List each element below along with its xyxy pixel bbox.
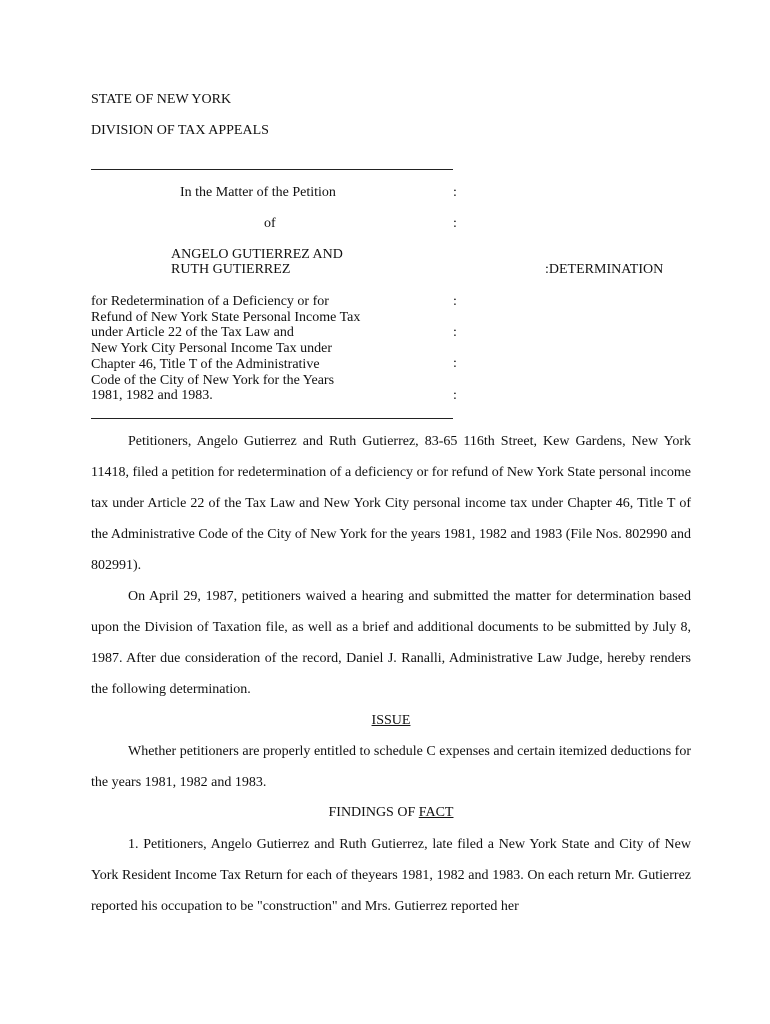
caption-purpose-line: Chapter 46, Title T of the Administrative	[91, 356, 320, 372]
finding-1-paragraph	[91, 829, 691, 922]
paragraph-text: Whether petitioners are properly entitled to schedule C expenses and certain itemized deductions for the years 1981, 1982 and 1983.	[91, 744, 691, 790]
paragraph-text: On April 29, 1987, petitioners waived a hearing and submitted the matter for determination based upon the Division of Taxation file, as well as a brief and additional documents to be submitted by July 8, 1987. After due consideration of the record, Daniel J. Ranalli, Administrative Law Judge, hereby renders the following determination.	[91, 589, 691, 697]
body-paragraph-1	[91, 426, 691, 581]
caption-top-rule	[91, 169, 453, 170]
petitioner-name-line2: RUTH GUTIERREZ	[171, 262, 291, 277]
findings-heading-prefix: FINDINGS OF	[328, 805, 419, 820]
division-header: DIVISION OF TAX APPEALS	[91, 123, 269, 138]
paragraph-text: Petitioners, Angelo Gutierrez and Ruth Gutierrez, 83-65 116th Street, Kew Gardens, New York 11418, filed a petition for redetermination of a deficiency or for refund of New York State personal income tax under Article 22 of the Tax Law and New York City personal income tax under Chapter 46, Title T of the Administrative Code of the City of New York for the years 1981, 1982 and 1983 (File Nos. 802990 and 802991).	[91, 434, 691, 573]
caption-purpose-line: Refund of New York State Personal Income Tax	[91, 309, 361, 325]
caption-purpose-line: under Article 22 of the Tax Law and	[91, 325, 294, 341]
caption-colon: :	[453, 216, 457, 231]
caption-purpose-line: Code of the City of New York for the Years	[91, 372, 335, 388]
caption-colon: :	[453, 325, 457, 340]
caption-colon: :	[453, 185, 457, 200]
findings-heading-fact: FACT	[418, 805, 454, 820]
caption-purpose	[91, 294, 360, 404]
caption-colon: :	[453, 388, 457, 403]
caption-purpose-line: 1981, 1982 and 1983.	[91, 388, 213, 404]
issue-heading: ISSUE	[371, 713, 411, 728]
findings-heading	[91, 805, 691, 821]
body-paragraph-2	[91, 581, 691, 705]
caption-colon: :	[453, 356, 457, 371]
caption-bottom-rule	[91, 418, 453, 419]
determination-label: :DETERMINATION	[545, 262, 664, 277]
state-header: STATE OF NEW YORK	[91, 92, 232, 107]
caption-matter: In the Matter of the Petition	[180, 185, 336, 200]
petitioner-name-line1: ANGELO GUTIERREZ AND	[171, 247, 343, 262]
issue-paragraph	[91, 736, 691, 798]
caption-of: of	[264, 216, 276, 231]
caption-purpose-line: New York City Personal Income Tax under	[91, 341, 333, 357]
paragraph-text: 1. Petitioners, Angelo Gutierrez and Ruth Gutierrez, late filed a New York State and City of New York Resident Income Tax Return for each of theyears 1981, 1982 and 1983. On each return Mr. Gutierrez reported his occupation to be "construction" and Mrs. Gutierrez reported her	[91, 837, 691, 914]
caption-purpose-line: for Redetermination of a Deficiency or for	[91, 294, 329, 309]
caption-colon: :	[453, 294, 457, 309]
